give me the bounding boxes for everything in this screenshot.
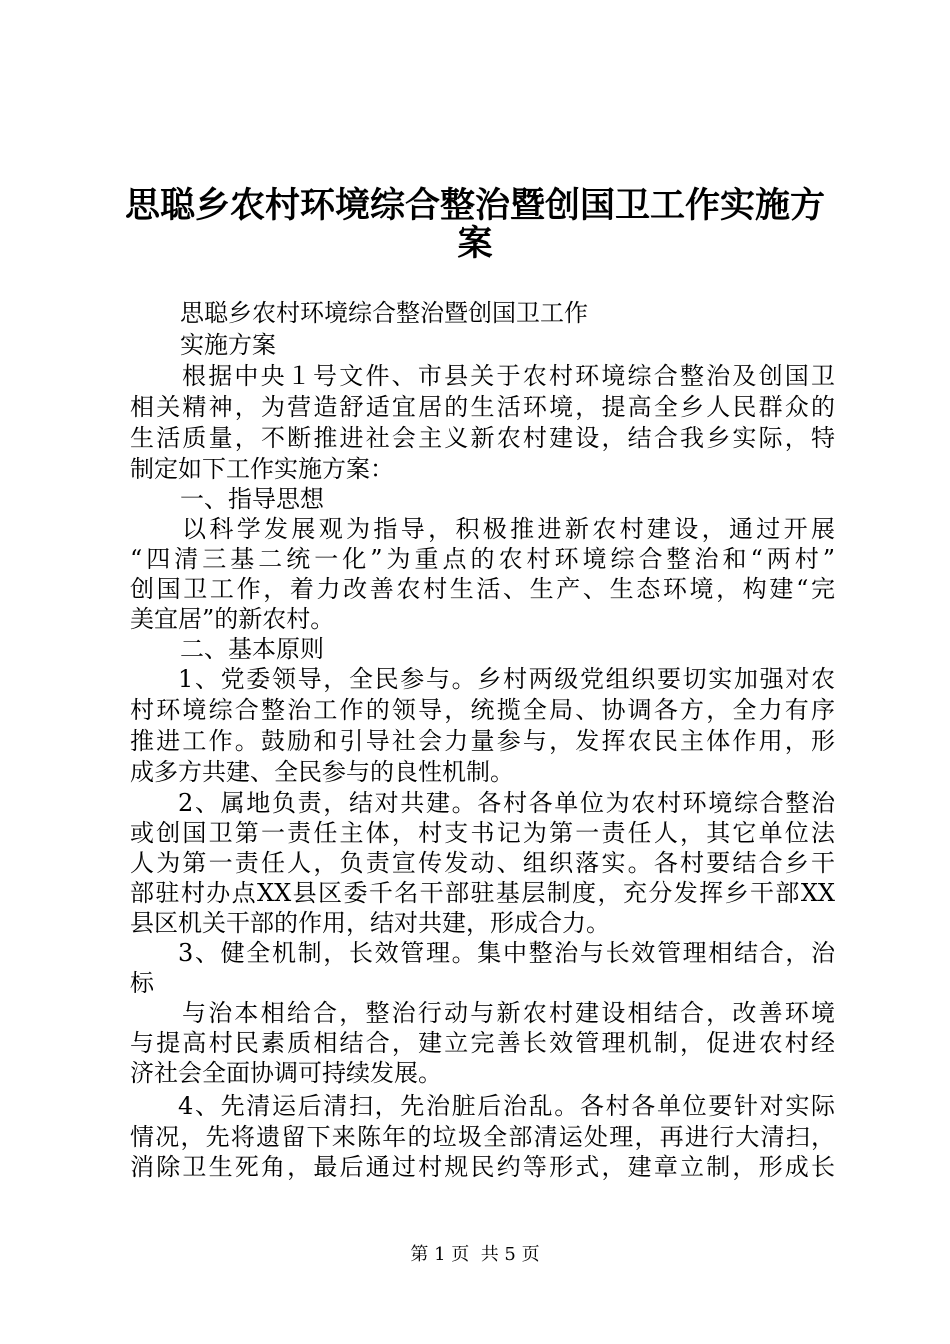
- body-text-line: 2、属地负责，结对共建。各村各单位为农村环境综合整治: [178, 789, 835, 817]
- body-text-line: 1、党委领导，全民参与。乡村两级党组织要切实加强对农: [178, 665, 835, 693]
- body-text-line: 或创国卫第一责任主体，村支书记为第一责任人，其它单位法: [130, 819, 835, 847]
- body-text-line: 以科学发展观为指导，积极推进新农村建设，通过开展: [182, 515, 835, 543]
- body-text-line: 部驻村办点XX县区委千名干部驻基层制度，充分发挥乡干部XX: [130, 879, 835, 907]
- subtitle-line: 思聪乡农村环境综合整治暨创国卫工作: [180, 299, 588, 327]
- body-text-line: 生活质量，不断推进社会主义新农村建设，结合我乡实际，特: [130, 424, 835, 452]
- section-heading: 一、指导思想: [180, 485, 324, 513]
- document-title-line-2: 案: [457, 224, 493, 264]
- subtitle-line: 实施方案: [180, 331, 276, 359]
- body-text-line: 村环境综合整治工作的领导，统揽全局、协调各方，全力有序: [130, 696, 835, 724]
- body-text-line: 制定如下工作实施方案：: [130, 455, 394, 483]
- body-text-line: “四清三基二统一化”为重点的农村环境综合整治和“两村”: [130, 545, 835, 573]
- body-text-line: 成多方共建、全民参与的良性机制。: [130, 758, 514, 786]
- body-text-line: 4、先清运后清扫，先治脏后治乱。各村各单位要针对实际: [178, 1092, 835, 1120]
- body-text-line: 县区机关干部的作用，结对共建，形成合力。: [130, 909, 610, 937]
- body-text-line: 美宜居”的新农村。: [130, 605, 335, 633]
- page-footer: 第 1 页 共 5 页: [410, 1244, 540, 1265]
- body-text-line: 济社会全面协调可持续发展。: [130, 1059, 442, 1087]
- body-text-line: 创国卫工作，着力改善农村生活、生产、生态环境，构建“完: [130, 575, 835, 603]
- body-text-line: 3、健全机制，长效管理。集中整治与长效管理相结合，治: [178, 939, 835, 967]
- body-text-line: 情况，先将遗留下来陈年的垃圾全部清运处理，再进行大清扫，: [130, 1123, 835, 1151]
- body-text-line: 与治本相给合，整治行动与新农村建设相结合，改善环境: [182, 999, 835, 1027]
- body-text-line: 人为第一责任人，负责宣传发动、组织落实。各村要结合乡干: [130, 849, 835, 877]
- body-text-line: 根据中央１号文件、市县关于农村环境综合整治及创国卫: [182, 362, 835, 390]
- section-heading: 二、基本原则: [180, 635, 324, 663]
- body-text-line: 推进工作。鼓励和引导社会力量参与，发挥农民主体作用，形: [130, 727, 835, 755]
- body-text-line: 标: [130, 969, 154, 997]
- document-title-line-1: 思聪乡农村环境综合整治暨创国卫工作实施方: [124, 186, 825, 226]
- body-text-line: 相关精神，为营造舒适宜居的生活环境，提高全乡人民群众的: [130, 393, 835, 421]
- body-text-line: 与提高村民素质相结合，建立完善长效管理机制，促进农村经: [130, 1029, 835, 1057]
- body-text-line: 消除卫生死角，最后通过村规民约等形式，建章立制，形成长: [130, 1153, 835, 1181]
